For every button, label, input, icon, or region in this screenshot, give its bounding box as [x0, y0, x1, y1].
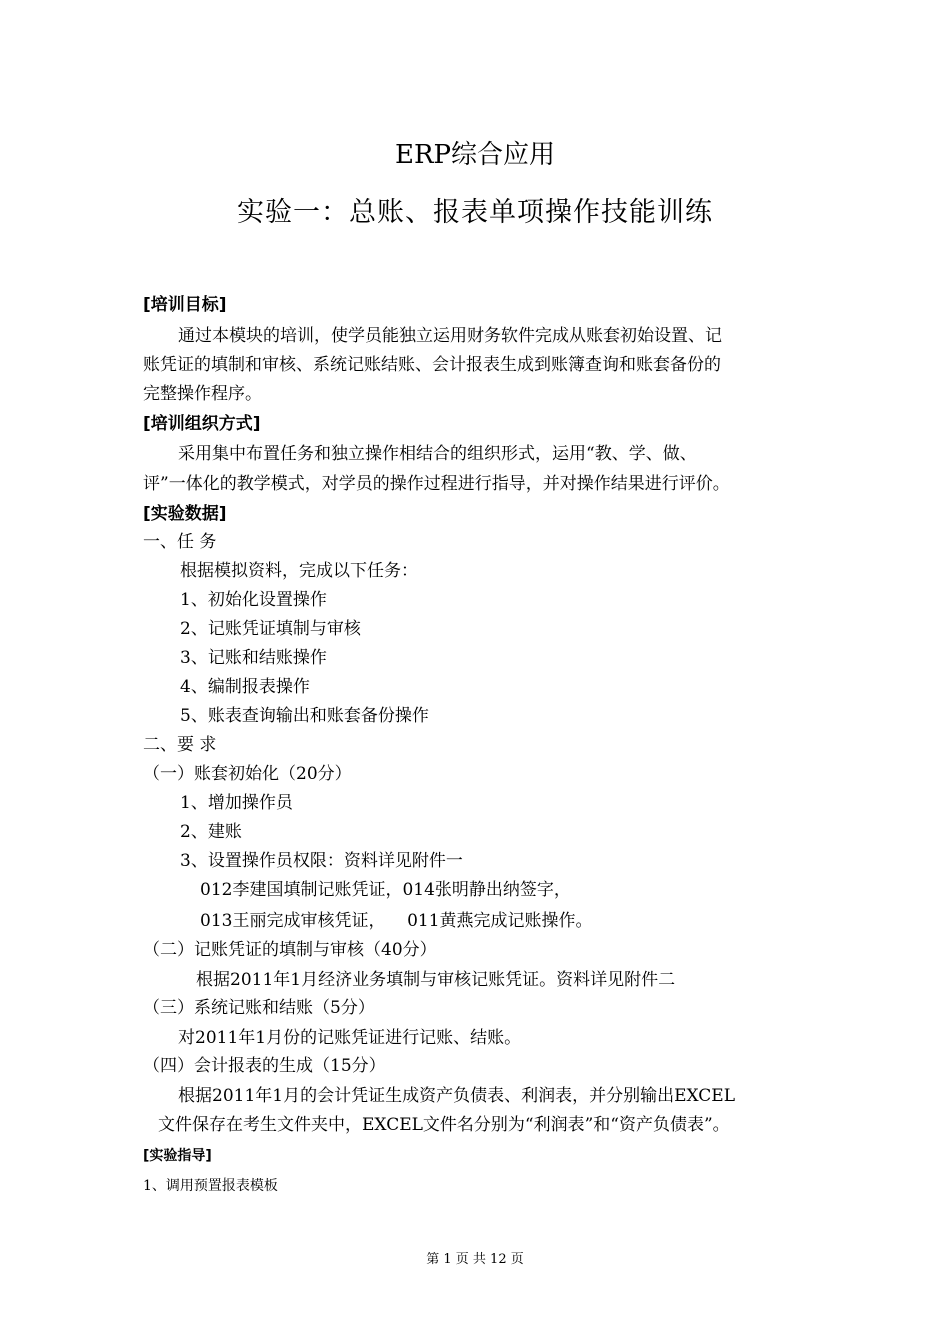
- req1-heading: （一）账套初始化（20分）: [143, 764, 352, 784]
- req2-text: 根据2011年1月经济业务填制与审核记账凭证。资料详见附件二: [196, 970, 676, 990]
- req1-item: 2、建账: [180, 822, 242, 842]
- data-heading: [实验数据]: [143, 504, 227, 524]
- goal-line: 完整操作程序。: [143, 384, 262, 404]
- goal-line: 账凭证的填制和审核、系统记账结账、会计报表生成到账簿查询和账套备份的: [143, 355, 721, 375]
- req1-detail: 012李建国填制记账凭证，014张明静出纳签字，: [200, 880, 571, 900]
- task-item: 1、初始化设置操作: [180, 590, 327, 610]
- page-footer: 第 1 页 共 12 页: [426, 1252, 524, 1267]
- task-item: 4、编制报表操作: [180, 677, 310, 697]
- guide-item: 1、调用预置报表模板: [143, 1178, 278, 1194]
- task-item: 3、记账和结账操作: [180, 648, 327, 668]
- req2-heading: （二）记账凭证的填制与审核（40分）: [143, 940, 437, 960]
- req1-item: 1、增加操作员: [180, 793, 293, 813]
- task-item: 2、记账凭证填制与审核: [180, 619, 361, 639]
- org-heading: [培训组织方式]: [143, 414, 261, 434]
- goal-line: 通过本模块的培训，使学员能独立运用财务软件完成从账套初始设置、记: [178, 326, 722, 346]
- req4-heading: （四）会计报表的生成（15分）: [143, 1056, 386, 1076]
- task-intro: 根据模拟资料，完成以下任务：: [180, 561, 418, 581]
- document-title: ERP综合应用: [394, 140, 556, 170]
- req3-text: 对2011年1月份的记账凭证进行记账、结账。: [178, 1028, 522, 1048]
- task-heading: 一、任 务: [143, 532, 217, 552]
- req4-line: 文件保存在考生文件夹中，EXCEL文件名分别为“利润表”和“资产负债表”。: [158, 1115, 730, 1135]
- goal-heading: [培训目标]: [143, 295, 227, 315]
- req1-detail: 013王丽完成审核凭证， 011黄燕完成记账操作。: [200, 911, 593, 931]
- requirements-heading: 二、要 求: [143, 735, 217, 755]
- guide-heading: [实验指导]: [143, 1148, 212, 1164]
- req3-heading: （三）系统记账和结账（5分）: [143, 998, 375, 1018]
- task-item: 5、账表查询输出和账套备份操作: [180, 706, 429, 726]
- org-line: 采用集中布置任务和独立操作相结合的组织形式，运用“教、学、做、: [178, 444, 697, 464]
- document-subtitle: 实验一：总账、报表单项操作技能训练: [237, 197, 713, 228]
- req1-item: 3、设置操作员权限：资料详见附件一: [180, 851, 463, 871]
- org-line: 评”一体化的教学模式，对学员的操作过程进行指导，并对操作结果进行评价。: [143, 474, 730, 494]
- req4-line: 根据2011年1月的会计凭证生成资产负债表、利润表，并分别输出EXCEL: [178, 1086, 735, 1106]
